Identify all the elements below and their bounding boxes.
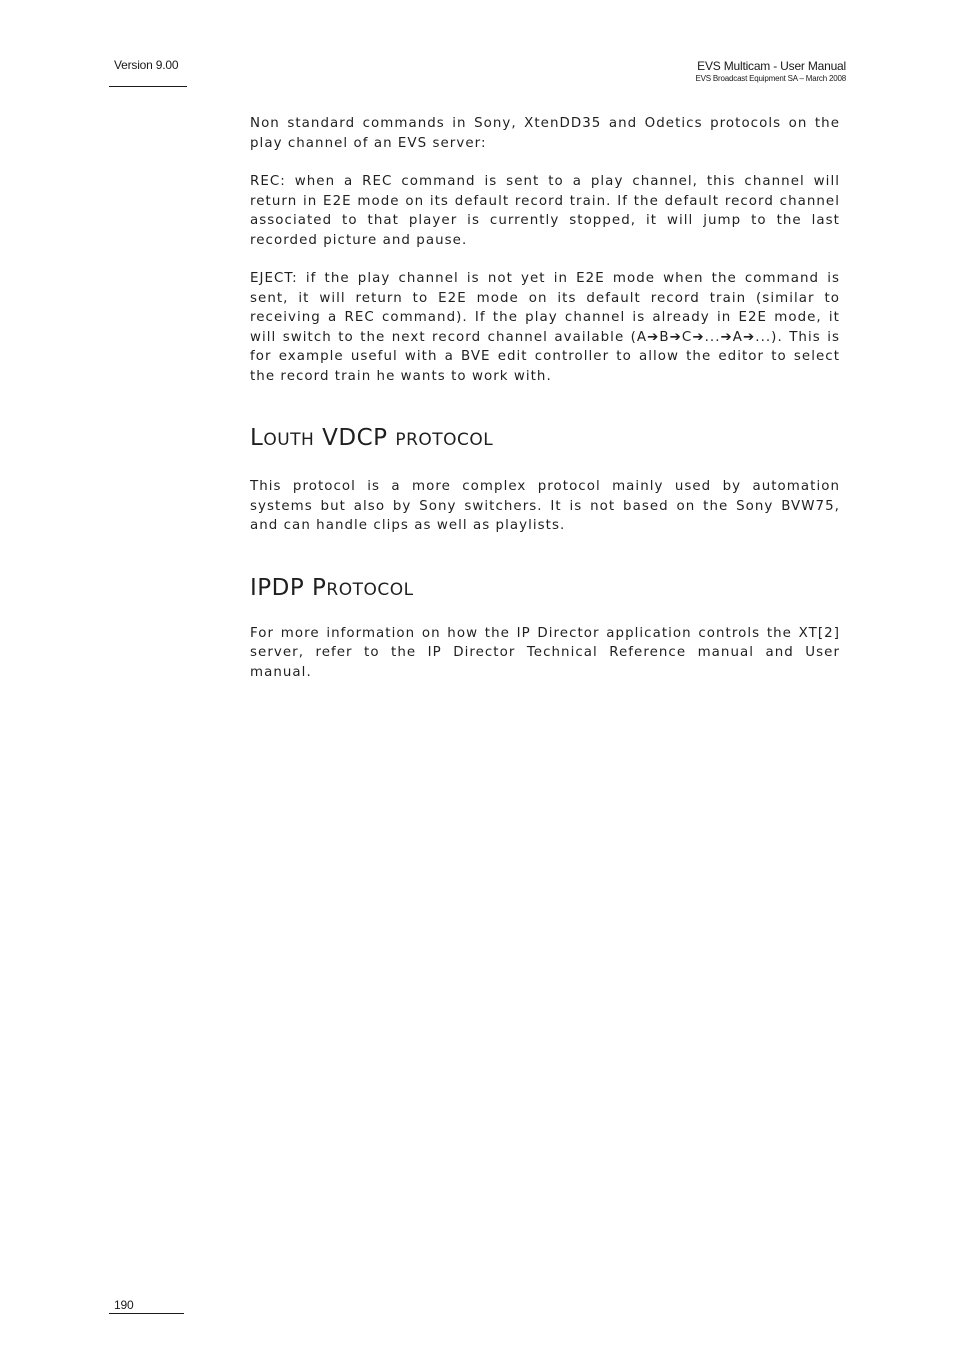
louth-heading-small: OUTH bbox=[263, 430, 315, 450]
paragraph-eject-command: EJECT: if the play channel is not yet in E2E mode when the command is sent, it will return to E2E mode on its default record train (similar to receiving a REC command). If the play channel is already in E2E mode, it will switch to the next record channel available (A➔B➔C➔...➔A➔...). This is for example useful with a BVE edit controller to allow the editor to select the record train he wants to work with. bbox=[250, 271, 840, 384]
paragraph-ipdp-protocol: For more information on how the IP Director application controls the XT[2] server, refer to the IP Director Technical Reference manual and User manual. bbox=[250, 625, 840, 680]
section-heading-louth-vdcp bbox=[250, 424, 840, 454]
paragraph-rec-command: REC: when a REC command is sent to a play channel, this channel will return in E2E mode on its default record train. If the default record channel associated to that player is currently stopped, it will jump to the last recorded picture and pause. bbox=[250, 174, 840, 248]
ipdp-heading-cap: IPDP P bbox=[250, 574, 327, 601]
louth-heading-vdcp: VDCP bbox=[322, 425, 388, 451]
louth-heading-protocol: PROTOCOL bbox=[395, 430, 494, 450]
louth-heading-cap: L bbox=[250, 425, 264, 451]
main-content bbox=[250, 114, 840, 682]
paragraph-nonstandard-commands: Non standard commands in Sony, XtenDD35 and Odetics protocols on the play channel of an EVS server: bbox=[250, 116, 840, 151]
header-right-block bbox=[695, 58, 846, 84]
page-number: 190 bbox=[114, 1298, 134, 1312]
section-heading-ipdp bbox=[250, 574, 840, 604]
ipdp-heading-small: ROTOCOL bbox=[326, 579, 414, 600]
footer-rule bbox=[109, 1313, 184, 1314]
header-version: Version 9.00 bbox=[114, 58, 179, 72]
header-left-rule bbox=[109, 86, 187, 87]
publisher-line: EVS Broadcast Equipment SA – March 2008 bbox=[695, 74, 846, 83]
manual-title: EVS Multicam - User Manual bbox=[697, 59, 846, 73]
paragraph-louth-protocol: This protocol is a more complex protocol mainly used by automation systems but also by Sony switchers. It is not based on the Sony BVW75, and can handle clips as well as playlists. bbox=[250, 479, 840, 533]
